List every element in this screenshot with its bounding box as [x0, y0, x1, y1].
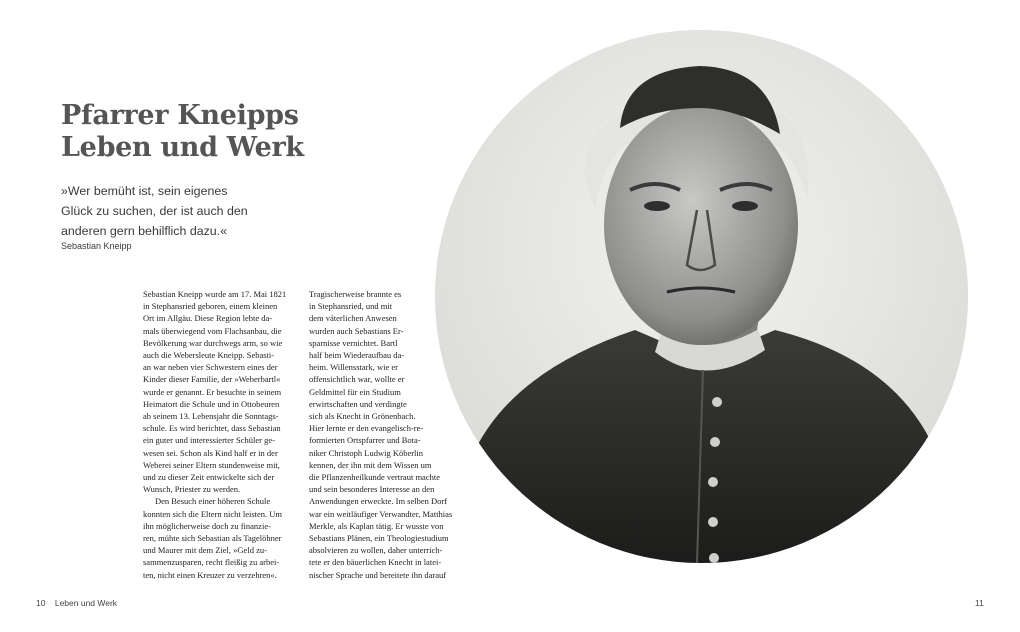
body-text-line: ren, mühte sich Sebastian als Tagelöhner [143, 533, 282, 544]
body-text-line: Weberei seiner Eltern stundenweise mit, [143, 459, 280, 470]
eye-left [644, 201, 670, 211]
button [708, 477, 718, 487]
running-footer-section: Leben und Werk [54, 598, 118, 608]
body-text-line: kennen, der ihn mit dem Wissen um [309, 459, 432, 470]
face [604, 105, 798, 345]
body-text-line: sparnisse vernichtet. Bartl [309, 337, 398, 348]
button [712, 397, 722, 407]
body-text-line: Merkle, als Kaplan tätig. Er wusste von [309, 520, 444, 531]
body-text-line: in Stephansried, und mit [309, 301, 393, 312]
body-text-line: wurden auch Sebastians Er- [309, 325, 404, 336]
body-text-line: Heimatort die Schule und in Ottobeuren [143, 398, 280, 409]
body-text-line: heim. Willensstark, wie er [309, 362, 398, 373]
body-text-line: an war neben vier Schwestern eines der [143, 362, 278, 373]
body-text-line: Ort im Allgäu. Diese Region lebte da- [143, 313, 273, 324]
body-text-line: wurde er genannt. Er besuchte in seinem [143, 386, 282, 397]
page-title [61, 100, 304, 164]
body-text-line: auch die Webersleute Kneipp. Sebasti- [143, 350, 275, 361]
page-number-left: 10 [36, 598, 46, 608]
body-text-line: ihn möglicherweise doch zu finanzie- [143, 520, 271, 531]
body-text-line: Kinder dieser Familie, der »Weberbartl« [143, 374, 281, 385]
body-text-line: absolvieren zu wollen, daher unterrich- [309, 545, 443, 556]
body-text-line: tete er den bäuerlichen Knecht in latei- [309, 557, 442, 568]
body-text-line: formierten Ortspfarrer und Bota- [309, 435, 421, 446]
body-text-line: und Maurer mit dem Ziel, »Geld zu- [143, 545, 267, 556]
body-text-line: mals überwiegend vom Flachsanbau, die [143, 325, 282, 336]
body-text-line: die Pflanzenheilkunde vertraut machte [309, 472, 440, 483]
body-text-line: dem väterlichen Anwesen [309, 313, 397, 324]
body-text-line: konnten sich die Eltern nicht leisten. Um [143, 508, 283, 519]
body-text-line: sammenzusparen, recht fleißig zu arbei- [143, 557, 280, 568]
button [709, 553, 719, 563]
body-text-line: Den Besuch einer höheren Schule [155, 496, 271, 507]
body-text-line: Tragischerweise brannte es [309, 289, 402, 299]
title-line-1: Pfarrer Kneipps [61, 100, 299, 131]
quote-author: Sebastian Kneipp [61, 241, 132, 251]
body-text-line: nischer Sprache und bereitete ihn darauf [309, 569, 447, 580]
body-text-line: und zu dieser Zeit entwickelte sich der [143, 472, 275, 483]
body-text-line: war ein weitläufiger Verwandter, Matthias [309, 508, 453, 519]
body-text-line: Sebastian Kneipp wurde am 17. Mai 1821 [143, 289, 287, 299]
body-text-line: sich als Knecht in Grönenbach. [309, 411, 416, 422]
body-text-line: Geldmittel für ein Studium [309, 386, 401, 397]
body-text-line: Wunsch, Priester zu werden. [143, 484, 241, 495]
body-text-line: Hier lernte er den evangelisch-re- [309, 423, 424, 434]
body-text-line: und sein besonderes Interesse an den [309, 484, 435, 495]
body-text-line: Bevölkerung war durchwegs arm, so wie [143, 337, 283, 348]
body-text-line: ein guter und interessierter Schüler ge- [143, 435, 275, 446]
eye-right [732, 201, 758, 211]
body-text-line: offensichtlich war, wollte er [309, 374, 405, 385]
body-text-line: schule. Es wird berichtet, dass Sebastian [143, 423, 281, 434]
body-text-line: ten, nicht einen Kreuzer zu verzehren«. [143, 569, 277, 580]
body-text-line: wesen sei. Schon als Kind half er in der [143, 447, 278, 458]
footer-left [36, 598, 117, 608]
body-text-line: niker Christoph Ludwig Köberlin [309, 447, 424, 458]
page-number-right: 11 [975, 598, 984, 608]
body-text-line: Sebastians Plänen, ein Theologiestudium [309, 533, 449, 544]
portrait-photo [435, 30, 968, 563]
body-text-line: Anwendungen erweckte. Im selben Dorf [309, 496, 448, 507]
body-column-1 [143, 288, 298, 581]
body-text-line: ab seinem 13. Lebensjahr die Sonntags- [143, 411, 279, 422]
button [710, 437, 720, 447]
body-text-line: erwirtschaften und verdingte [309, 398, 407, 409]
button [708, 517, 718, 527]
body-text-line: in Stephansried geboren, einem kleinen [143, 301, 278, 312]
epigraph-quote: »Wer bemüht ist, sein eigenes Glück zu suchen, der ist auch den anderen gern behilflich dazu.« [61, 184, 248, 238]
title-line-2: Leben und Werk [61, 132, 304, 163]
body-text-line: half beim Wiederaufbau da- [309, 350, 405, 361]
